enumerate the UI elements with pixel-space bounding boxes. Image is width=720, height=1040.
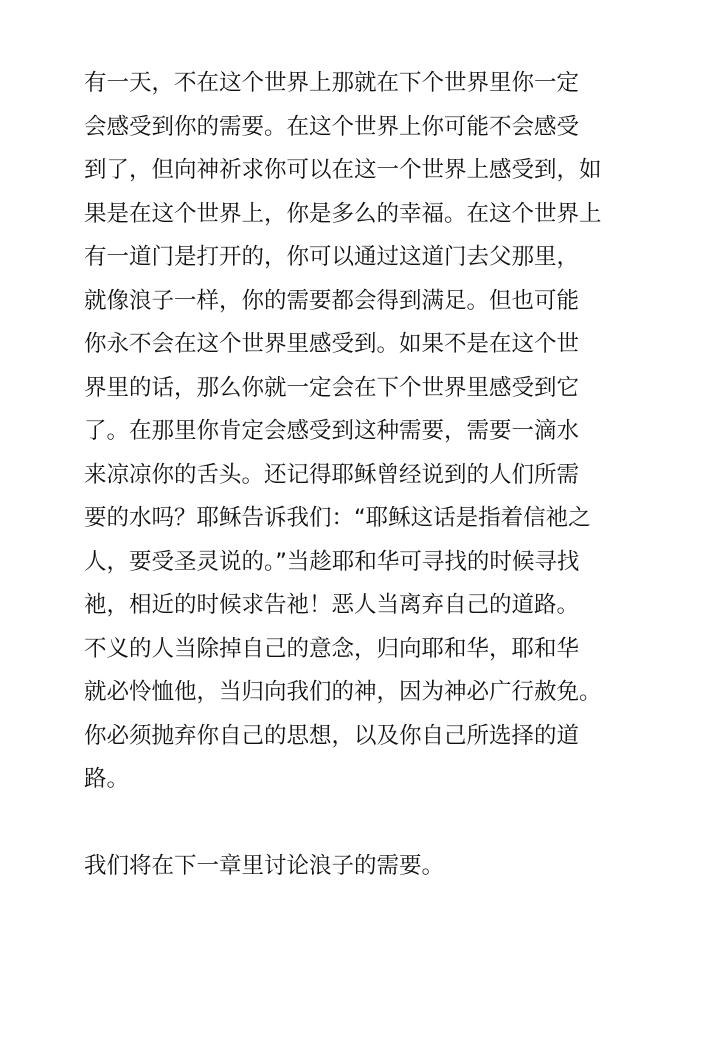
text-line: 到了，但向神祈求你可以在这一个世界上感受到，如 bbox=[84, 157, 602, 183]
text-line: 要的水吗？耶稣告诉我们：“耶稣这话是指着信祂之 bbox=[84, 505, 591, 531]
text-line: 路。 bbox=[84, 766, 130, 792]
text-line: 你必须抛弃你自己的思想，以及你自己所选择的道 bbox=[84, 722, 580, 749]
text-line: 我们将在下一章里讨论浪子的需要。 bbox=[84, 853, 445, 879]
text-line: 果是在这个世界上，你是多么的幸福。在这个世界上 bbox=[84, 200, 602, 227]
text-line: 不义的人当除掉自己的意念，归向耶和华，耶和华 bbox=[84, 635, 580, 662]
paragraph-main bbox=[84, 62, 644, 802]
text-line: 就必怜恤他，当归向我们的神，因为神必广行赦免。 bbox=[84, 679, 602, 705]
text-line: 就像浪子一样，你的需要都会得到满足。但也可能 bbox=[84, 287, 580, 314]
text-line: 有一道门是打开的，你可以通过这道门去父那里， bbox=[84, 244, 580, 270]
text-line: 来凉凉你的舌头。还记得耶稣曾经说到的人们所需 bbox=[84, 461, 580, 488]
paragraph-spacer bbox=[84, 802, 644, 846]
text-line: 界里的话，那么你就一定会在下个世界里感受到它 bbox=[84, 374, 580, 401]
text-line: 了。在那里你肯定会感受到这种需要，需要一滴水 bbox=[84, 418, 580, 444]
text-line: 会感受到你的需要。在这个世界上你可能不会感受 bbox=[84, 113, 580, 140]
text-line: 人，要受圣灵说的。”当趁耶和华可寻找的时候寻找 bbox=[84, 548, 580, 575]
text-line: 祂，相近的时候求告祂！恶人当离弃自己的道路。 bbox=[84, 592, 580, 618]
text-line: 你永不会在这个世界里感受到。如果不是在这个世 bbox=[84, 331, 580, 357]
text-line: 有一天，不在这个世界上那就在下个世界里你一定 bbox=[84, 70, 580, 96]
document-body bbox=[84, 62, 644, 889]
paragraph-closing bbox=[84, 845, 644, 889]
